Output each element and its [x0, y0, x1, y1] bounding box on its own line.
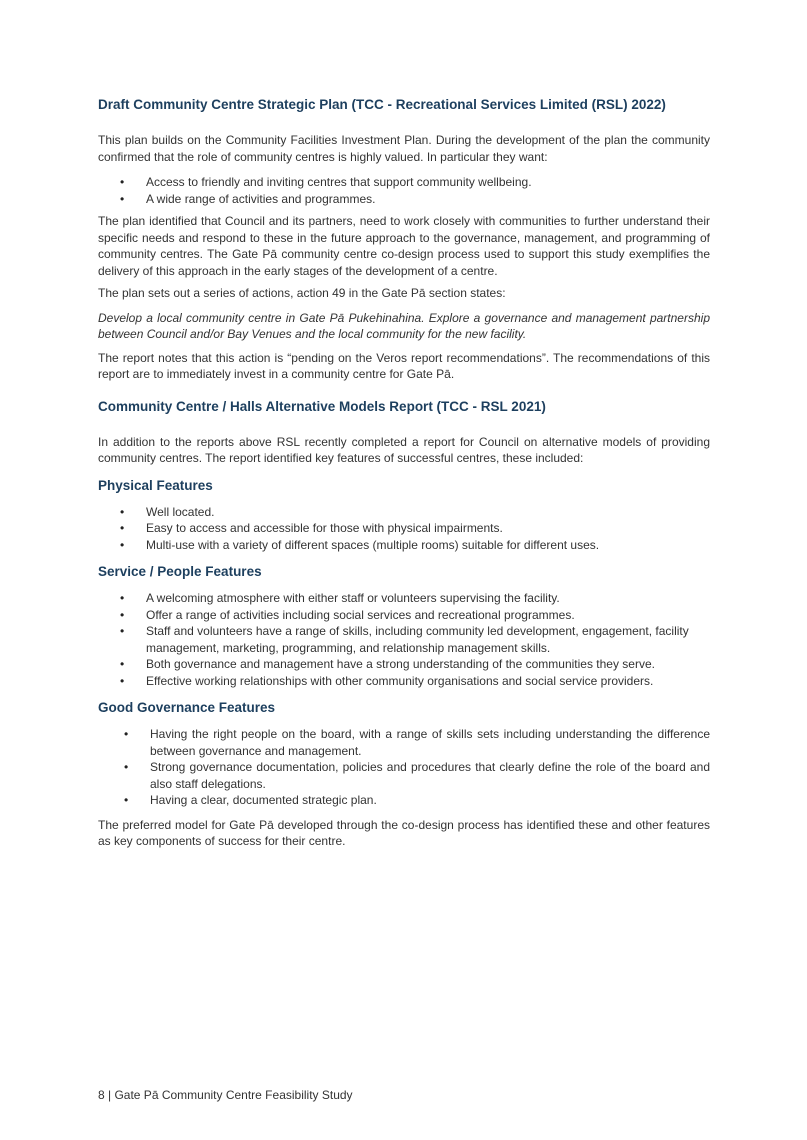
page-footer: 8 | Gate Pā Community Centre Feasibility Study	[98, 1088, 353, 1102]
quote: Develop a local community centre in Gate Pā Pukehinahina. Explore a governance and management partnership between Council and/or Bay Venues and the local community for the new facility.	[98, 310, 710, 341]
paragraph: In addition to the reports above RSL recently completed a report for Council on alternative models of providing community centres. The report identified key features of successful centres, these included:	[98, 434, 710, 465]
subheading-physical-features: Physical Features	[98, 477, 213, 493]
paragraph: The report notes that this action is “pending on the Veros report recommendations”. The recommendations of this report are to immediately invest in a community centre for Gate Pā.	[98, 350, 710, 381]
list-item: • Having a clear, documented strategic plan.	[98, 792, 710, 809]
list-item: • Having the right people on the board, with a range of skills sets including understanding the difference between governance and management.	[98, 726, 710, 759]
list-item: • Both governance and management have a strong understanding of the communities they serve.	[98, 656, 710, 673]
list-item: • A wide range of activities and programmes.	[98, 191, 710, 208]
section-heading-strategic-plan: Draft Community Centre Strategic Plan (TCC - Recreational Services Limited (RSL) 2022)	[98, 97, 666, 112]
subheading-governance-features: Good Governance Features	[98, 700, 276, 715]
list-item: • Easy to access and accessible for those with physical impairments.	[98, 520, 710, 537]
paragraph: The preferred model for Gate Pā developed through the co-design process has identified these and other features as key components of success for their centre.	[98, 817, 710, 848]
paragraph: The plan sets out a series of actions, action 49 in the Gate Pā section states:	[98, 286, 506, 300]
subheading-service-features: Service / People Features	[98, 564, 262, 579]
bullet-list	[98, 590, 710, 689]
page-content	[98, 96, 710, 850]
bullet-list	[98, 504, 710, 554]
list-item: • Offer a range of activities including social services and recreational programmes.	[98, 607, 710, 624]
list-item: • Effective working relationships with other community organisations and social service providers.	[98, 673, 710, 690]
list-item: • Staff and volunteers have a range of skills, including community led development, engagement, facility management, marketing, programming, and relationship management skills.	[98, 623, 710, 656]
bullet-list	[98, 726, 710, 809]
list-item: • Multi-use with a variety of different spaces (multiple rooms) suitable for different uses.	[98, 537, 710, 554]
list-item: • A welcoming atmosphere with either staff or volunteers supervising the facility.	[98, 590, 710, 607]
list-item: • Access to friendly and inviting centres that support community wellbeing.	[98, 174, 710, 191]
list-item: • Strong governance documentation, policies and procedures that clearly define the role of the board and also staff delegations.	[98, 759, 710, 792]
section-heading-alternative-models: Community Centre / Halls Alternative Models Report (TCC - RSL 2021)	[98, 398, 546, 414]
paragraph: The plan identified that Council and its partners, need to work closely with communities to further understand their specific needs and respond to these in the future approach to the governance, management, and programming of community centres. The Gate Pā community centre co-design process used to support this study exemplifies the delivery of this approach in the early stages of the development of a centre.	[98, 214, 710, 278]
paragraph: This plan builds on the Community Facilities Investment Plan. During the development of the plan the community confirmed that the role of community centres is highly valued. In particular they want:	[98, 133, 710, 164]
list-item: • Well located.	[98, 504, 710, 521]
bullet-list	[98, 174, 710, 207]
